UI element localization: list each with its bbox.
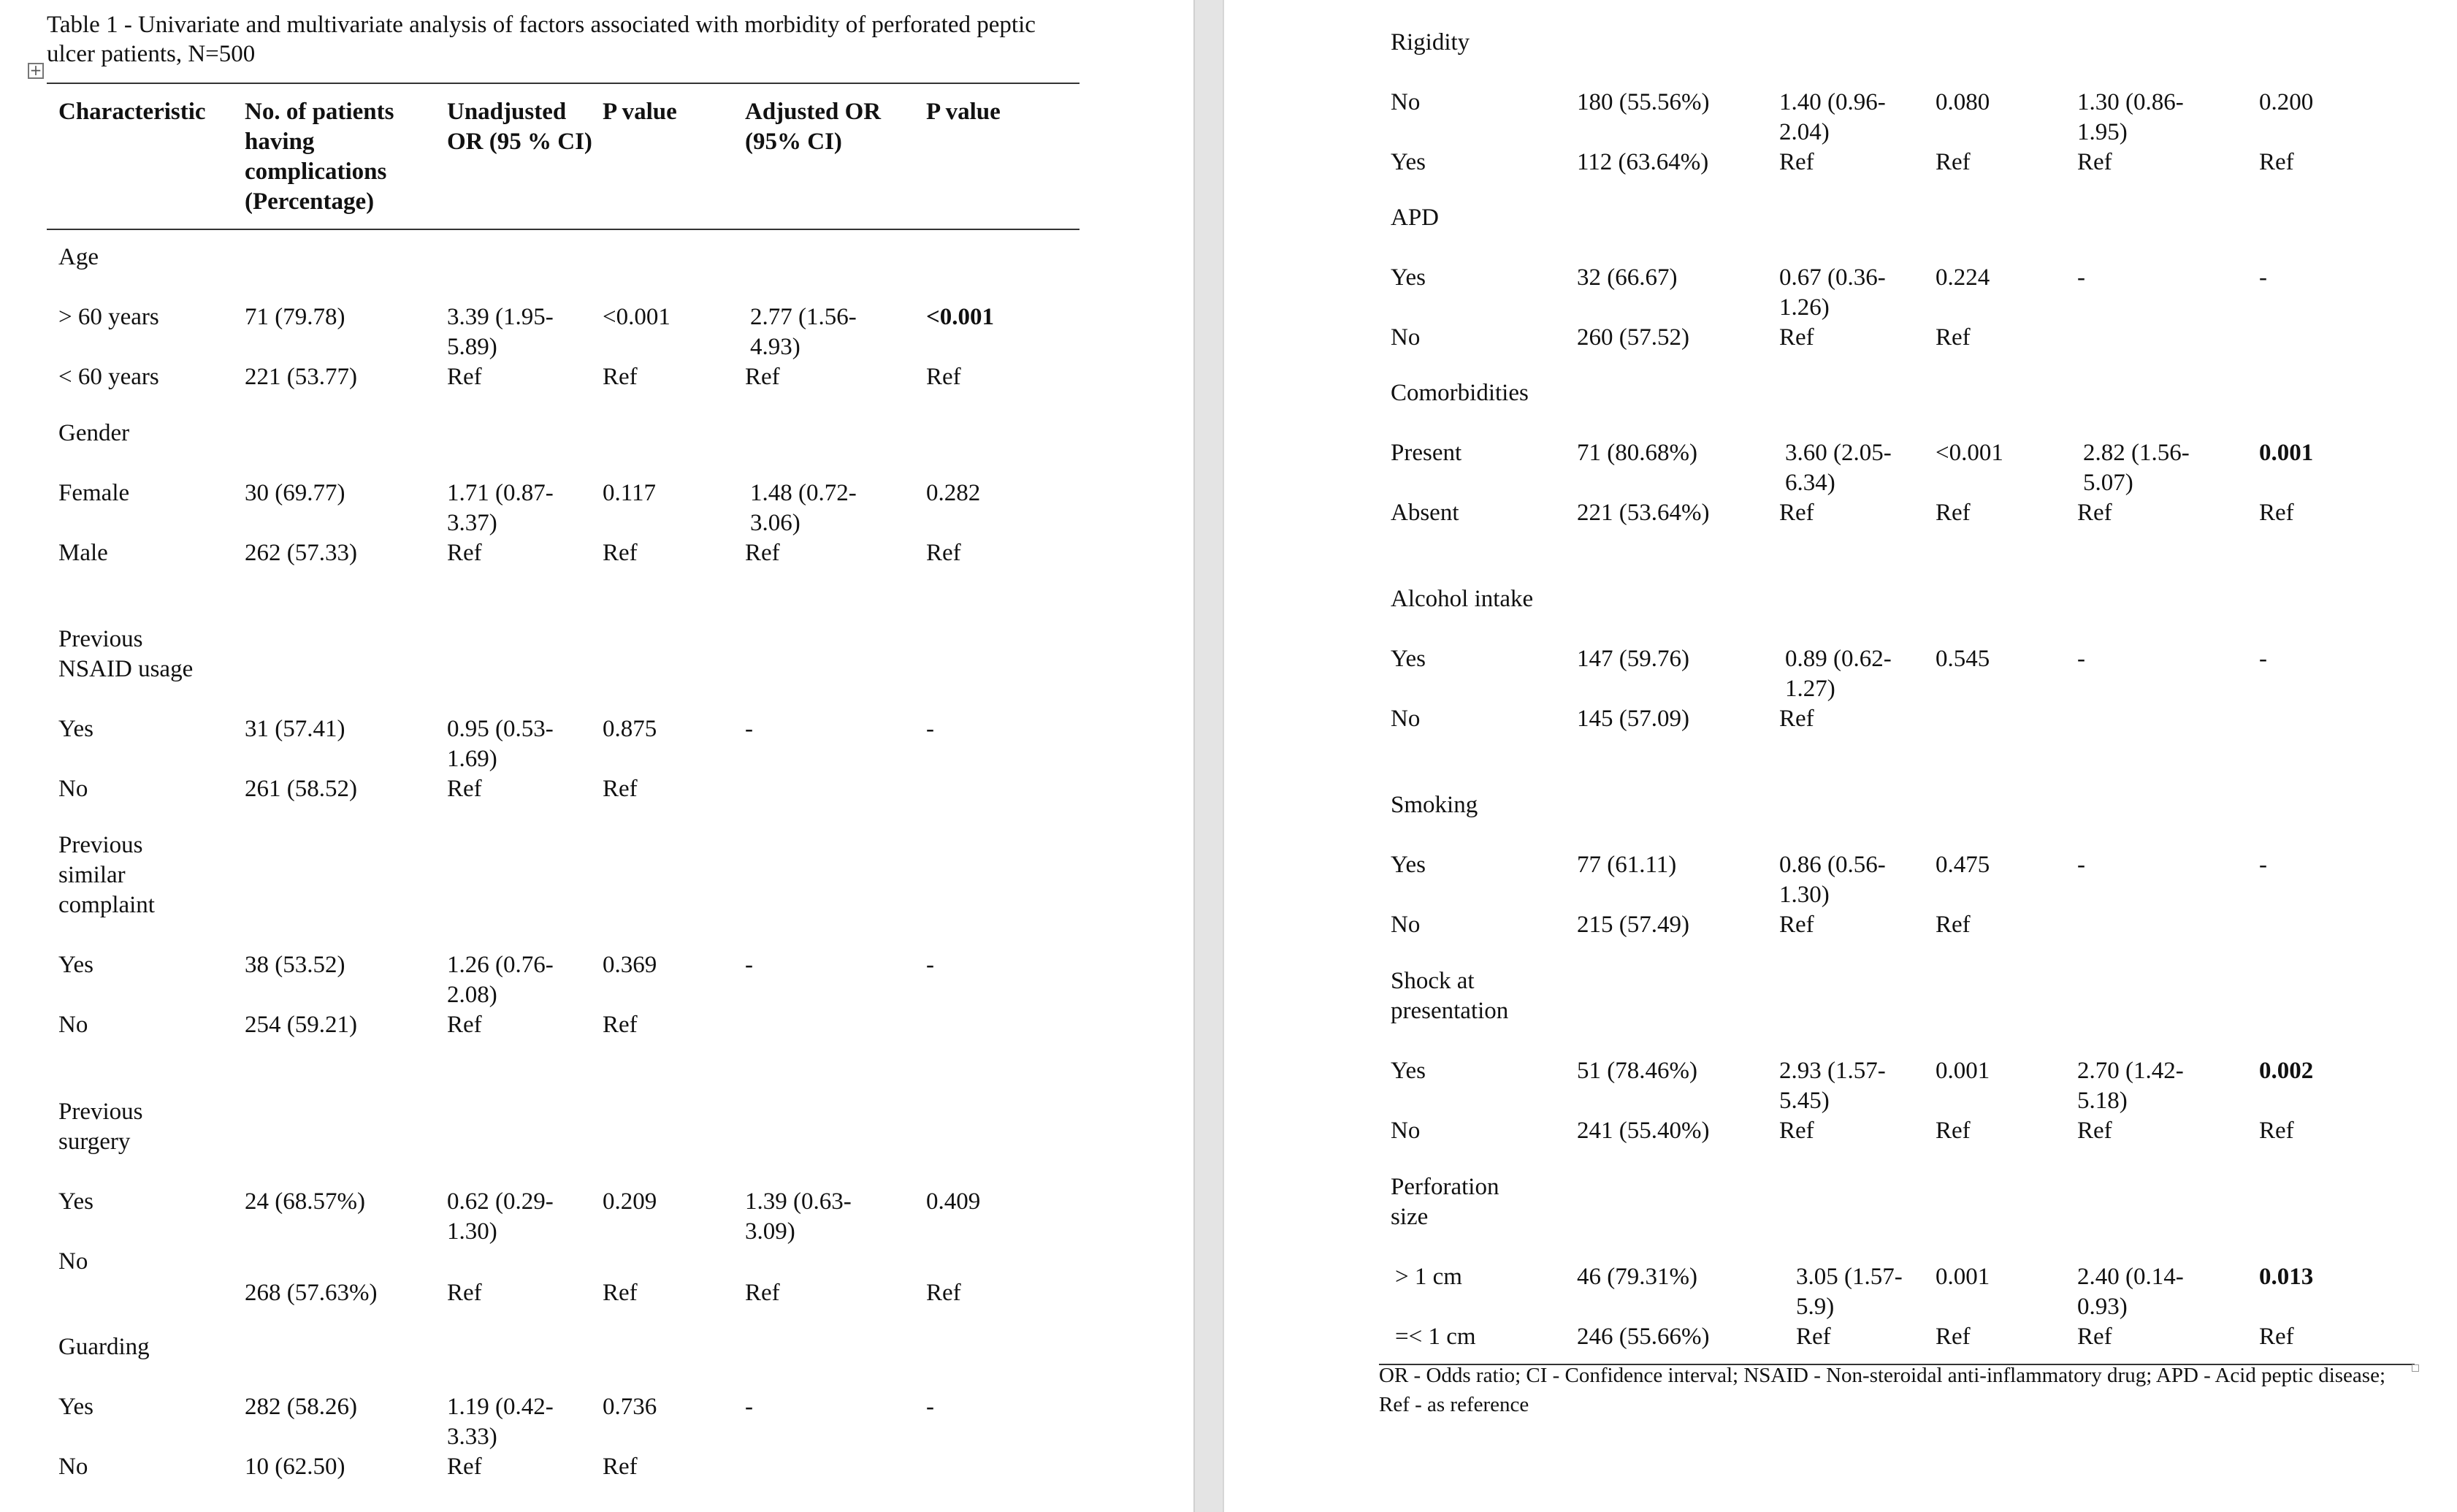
cell-patients: 261 (58.52) — [245, 776, 357, 802]
table-move-handle-icon[interactable]: + — [28, 63, 44, 79]
row-label: No — [1391, 706, 1421, 732]
group-nsaid: Previous NSAID usage — [58, 626, 194, 682]
cell-p-value: 0.080 — [1936, 89, 1990, 115]
cell-p-value: Ref — [603, 1454, 638, 1480]
cell-patients: 71 (79.78) — [245, 304, 345, 330]
cell-p-value: Ref — [603, 1012, 638, 1038]
cell-unadjusted-or: 1.19 (0.42- 3.33) — [447, 1394, 554, 1450]
cell-unadjusted-or: Ref — [1796, 1324, 1831, 1350]
cell-p-value-adjusted: 0.282 — [926, 480, 981, 506]
cell-p-value-adjusted: 0.409 — [926, 1188, 981, 1215]
group-previous-surgery: Previous surgery — [58, 1099, 143, 1155]
row-label: Present — [1391, 440, 1462, 466]
cell-patients: 282 (58.26) — [245, 1394, 357, 1420]
cell-patients: 38 (53.52) — [245, 952, 345, 978]
cell-p-value: Ref — [603, 540, 638, 566]
cell-adjusted-or: Ref — [745, 1280, 780, 1306]
row-label: Yes — [1391, 852, 1426, 878]
row-label: Yes — [1391, 264, 1426, 291]
cell-adjusted-or: - — [745, 716, 753, 742]
header-p-value: P value — [603, 99, 677, 125]
header-unadjusted-or: Unadjusted OR (95 % CI) — [447, 99, 592, 155]
cell-patients: 145 (57.09) — [1577, 706, 1689, 732]
group-age: Age — [58, 244, 99, 270]
header-p-value-adjusted: P value — [926, 99, 1001, 125]
cell-p-value-adjusted: Ref — [2259, 1118, 2294, 1144]
cell-patients: 112 (63.64%) — [1577, 149, 1709, 175]
cell-p-value: Ref — [1936, 324, 1971, 351]
cell-p-value: <0.001 — [1936, 440, 2003, 466]
cell-p-value: Ref — [1936, 500, 1971, 526]
cell-p-value: 0.545 — [1936, 646, 1990, 672]
cell-patients: 221 (53.64%) — [1577, 500, 1710, 526]
group-similar-complaint: Previous similar complaint — [58, 832, 155, 918]
row-label: Yes — [58, 1188, 94, 1215]
cell-adjusted-or: Ref — [745, 540, 780, 566]
row-label: Yes — [58, 952, 94, 978]
row-label: Yes — [1391, 1058, 1426, 1084]
cell-p-value-adjusted: Ref — [926, 364, 961, 390]
cell-unadjusted-or: Ref — [1779, 912, 1814, 938]
cell-unadjusted-or: Ref — [1779, 149, 1814, 175]
row-label: Female — [58, 480, 130, 506]
cell-p-value: Ref — [603, 364, 638, 390]
group-shock-at-presentation: Shock at presentation — [1391, 968, 1509, 1024]
group-apd: APD — [1391, 205, 1440, 231]
row-label: No — [58, 1248, 88, 1275]
cell-adjusted-or: Ref — [2077, 149, 2112, 175]
cell-p-value: 0.475 — [1936, 852, 1990, 878]
cell-p-value-adjusted: <0.001 — [926, 304, 995, 330]
header-characteristic: Characteristic — [58, 99, 206, 125]
row-label: No — [1391, 89, 1421, 115]
cell-patients: 24 (68.57%) — [245, 1188, 365, 1215]
cell-adjusted-or: Ref — [2077, 500, 2112, 526]
table-top-rule — [47, 83, 1080, 84]
cell-adjusted-or: - — [745, 952, 753, 978]
cell-patients: 246 (55.66%) — [1577, 1324, 1710, 1350]
cell-adjusted-or: 1.39 (0.63- 3.09) — [745, 1188, 852, 1245]
cell-patients: 260 (57.52) — [1577, 324, 1689, 351]
group-smoking: Smoking — [1391, 792, 1478, 818]
table-title: Table 1 - Univariate and multivariate analysis of factors associated with morbidity of perforated peptic ulcer patients, N=500 — [47, 12, 1036, 67]
cell-p-value-adjusted: - — [926, 952, 934, 978]
cell-p-value-adjusted: Ref — [2259, 500, 2294, 526]
cell-p-value-adjusted: Ref — [2259, 1324, 2294, 1350]
row-label: No — [1391, 912, 1421, 938]
cell-unadjusted-or: Ref — [447, 1280, 482, 1306]
cell-p-value: Ref — [603, 776, 638, 802]
cell-p-value: 0.875 — [603, 716, 657, 742]
cell-unadjusted-or: 0.86 (0.56- 1.30) — [1779, 852, 1886, 908]
cell-p-value: 0.117 — [603, 480, 657, 506]
cell-patients: 51 (78.46%) — [1577, 1058, 1697, 1084]
cell-patients: 10 (62.50) — [245, 1454, 345, 1480]
cell-patients: 147 (59.76) — [1577, 646, 1689, 672]
cell-p-value-adjusted: - — [926, 716, 934, 742]
cell-adjusted-or: - — [745, 1394, 753, 1420]
cell-patients: 180 (55.56%) — [1577, 89, 1710, 115]
cell-unadjusted-or: Ref — [447, 776, 482, 802]
cell-p-value-adjusted: Ref — [926, 1280, 961, 1306]
cell-adjusted-or: 2.70 (1.42- 5.18) — [2077, 1058, 2184, 1114]
row-label: Yes — [1391, 149, 1426, 175]
cell-patients: 241 (55.40%) — [1577, 1118, 1710, 1144]
cell-p-value-adjusted: Ref — [2259, 149, 2294, 175]
cell-p-value-adjusted: 0.001 — [2259, 440, 2314, 466]
cell-unadjusted-or: 1.26 (0.76- 2.08) — [447, 952, 554, 1008]
table-header-rule — [47, 229, 1080, 230]
cell-adjusted-or: - — [2077, 852, 2085, 878]
cell-p-value-adjusted: - — [926, 1394, 934, 1420]
cell-unadjusted-or: 1.71 (0.87- 3.37) — [447, 480, 554, 536]
cell-unadjusted-or: Ref — [1779, 500, 1814, 526]
cell-unadjusted-or: 3.39 (1.95- 5.89) — [447, 304, 554, 360]
row-label: No — [58, 1454, 88, 1480]
cell-unadjusted-or: 1.40 (0.96- 2.04) — [1779, 89, 1886, 145]
cell-p-value-adjusted: - — [2259, 646, 2267, 672]
cell-patients: 30 (69.77) — [245, 480, 345, 506]
cell-patients: 32 (66.67) — [1577, 264, 1678, 291]
cell-adjusted-or: Ref — [745, 364, 780, 390]
cell-unadjusted-or: 2.93 (1.57- 5.45) — [1779, 1058, 1886, 1114]
row-label: No — [58, 1012, 88, 1038]
row-label: Yes — [58, 716, 94, 742]
row-label: No — [58, 776, 88, 802]
cell-unadjusted-or: 3.60 (2.05- 6.34) — [1785, 440, 1892, 496]
cell-unadjusted-or: Ref — [447, 540, 482, 566]
header-adjusted-or: Adjusted OR (95% CI) — [745, 99, 882, 155]
cell-unadjusted-or: 0.67 (0.36- 1.26) — [1779, 264, 1886, 321]
row-label: =< 1 cm — [1395, 1324, 1476, 1350]
cell-adjusted-or: Ref — [2077, 1118, 2112, 1144]
document-page-left — [0, 0, 1193, 1512]
cell-p-value-adjusted: - — [2259, 852, 2267, 878]
cell-adjusted-or: Ref — [2077, 1324, 2112, 1350]
cell-p-value: 0.224 — [1936, 264, 1990, 291]
row-label: Male — [58, 540, 108, 566]
group-perforation-size: Perforation size — [1391, 1174, 1499, 1230]
cell-unadjusted-or: 0.95 (0.53- 1.69) — [447, 716, 554, 772]
page-gutter — [1193, 0, 1224, 1512]
row-label: Yes — [1391, 646, 1426, 672]
row-label: > 60 years — [58, 304, 159, 330]
cell-adjusted-or: 2.40 (0.14- 0.93) — [2077, 1264, 2184, 1320]
cell-patients: 221 (53.77) — [245, 364, 357, 390]
cell-p-value-adjusted: 0.200 — [2259, 89, 2314, 115]
cell-p-value-adjusted: Ref — [926, 540, 961, 566]
cell-adjusted-or: - — [2077, 646, 2085, 672]
row-label: No — [1391, 1118, 1421, 1144]
cell-p-value: Ref — [1936, 912, 1971, 938]
cell-patients: 262 (57.33) — [245, 540, 357, 566]
cell-patients: 71 (80.68%) — [1577, 440, 1697, 466]
cell-adjusted-or: 2.82 (1.56- 5.07) — [2083, 440, 2190, 496]
cell-p-value: <0.001 — [603, 304, 670, 330]
cell-patients: 46 (79.31%) — [1577, 1264, 1697, 1290]
cell-p-value-adjusted: 0.013 — [2259, 1264, 2314, 1290]
cell-adjusted-or: 1.48 (0.72- 3.06) — [750, 480, 857, 536]
cell-p-value: 0.369 — [603, 952, 657, 978]
cell-unadjusted-or: Ref — [447, 364, 482, 390]
cell-unadjusted-or: Ref — [1779, 706, 1814, 732]
group-rigidity: Rigidity — [1391, 29, 1470, 56]
cell-p-value-adjusted: 0.002 — [2259, 1058, 2314, 1084]
cell-unadjusted-or: Ref — [447, 1454, 482, 1480]
cell-p-value: 0.001 — [1936, 1058, 1990, 1084]
cell-adjusted-or: - — [2077, 264, 2085, 291]
header-patients: No. of patients having complications (Percentage) — [245, 99, 394, 215]
table-footnote: OR - Odds ratio; CI - Confidence interval; NSAID - Non-steroidal anti-inflammatory drug; APD - Acid peptic disease; Ref - as reference — [1379, 1364, 2386, 1416]
table-resize-handle-icon[interactable] — [2412, 1364, 2419, 1372]
cell-unadjusted-or: Ref — [447, 1012, 482, 1038]
row-label: Yes — [58, 1394, 94, 1420]
row-label: < 60 years — [58, 364, 159, 390]
cell-p-value: 0.209 — [603, 1188, 657, 1215]
group-guarding: Guarding — [58, 1334, 150, 1360]
cell-patients: 31 (57.41) — [245, 716, 345, 742]
cell-unadjusted-or: 0.89 (0.62- 1.27) — [1785, 646, 1892, 702]
cell-patients: 215 (57.49) — [1577, 912, 1689, 938]
group-comorbidities: Comorbidities — [1391, 380, 1529, 406]
cell-p-value-adjusted: - — [2259, 264, 2267, 291]
cell-p-value: Ref — [1936, 1118, 1971, 1144]
cell-p-value: Ref — [603, 1280, 638, 1306]
cell-patients: 77 (61.11) — [1577, 852, 1677, 878]
cell-p-value: Ref — [1936, 149, 1971, 175]
cell-adjusted-or: 2.77 (1.56- 4.93) — [750, 304, 857, 360]
row-label: > 1 cm — [1395, 1264, 1462, 1290]
cell-patients: 268 (57.63%) — [245, 1280, 378, 1306]
cell-adjusted-or: 1.30 (0.86- 1.95) — [2077, 89, 2184, 145]
cell-p-value: Ref — [1936, 1324, 1971, 1350]
cell-p-value: 0.736 — [603, 1394, 657, 1420]
row-label: No — [1391, 324, 1421, 351]
group-alcohol-intake: Alcohol intake — [1391, 586, 1534, 612]
row-label: Absent — [1391, 500, 1459, 526]
cell-unadjusted-or: 3.05 (1.57- 5.9) — [1796, 1264, 1903, 1320]
group-gender: Gender — [58, 420, 130, 446]
cell-p-value: 0.001 — [1936, 1264, 1990, 1290]
cell-unadjusted-or: 0.62 (0.29- 1.30) — [447, 1188, 554, 1245]
cell-unadjusted-or: Ref — [1779, 324, 1814, 351]
cell-unadjusted-or: Ref — [1779, 1118, 1814, 1144]
cell-patients: 254 (59.21) — [245, 1012, 357, 1038]
